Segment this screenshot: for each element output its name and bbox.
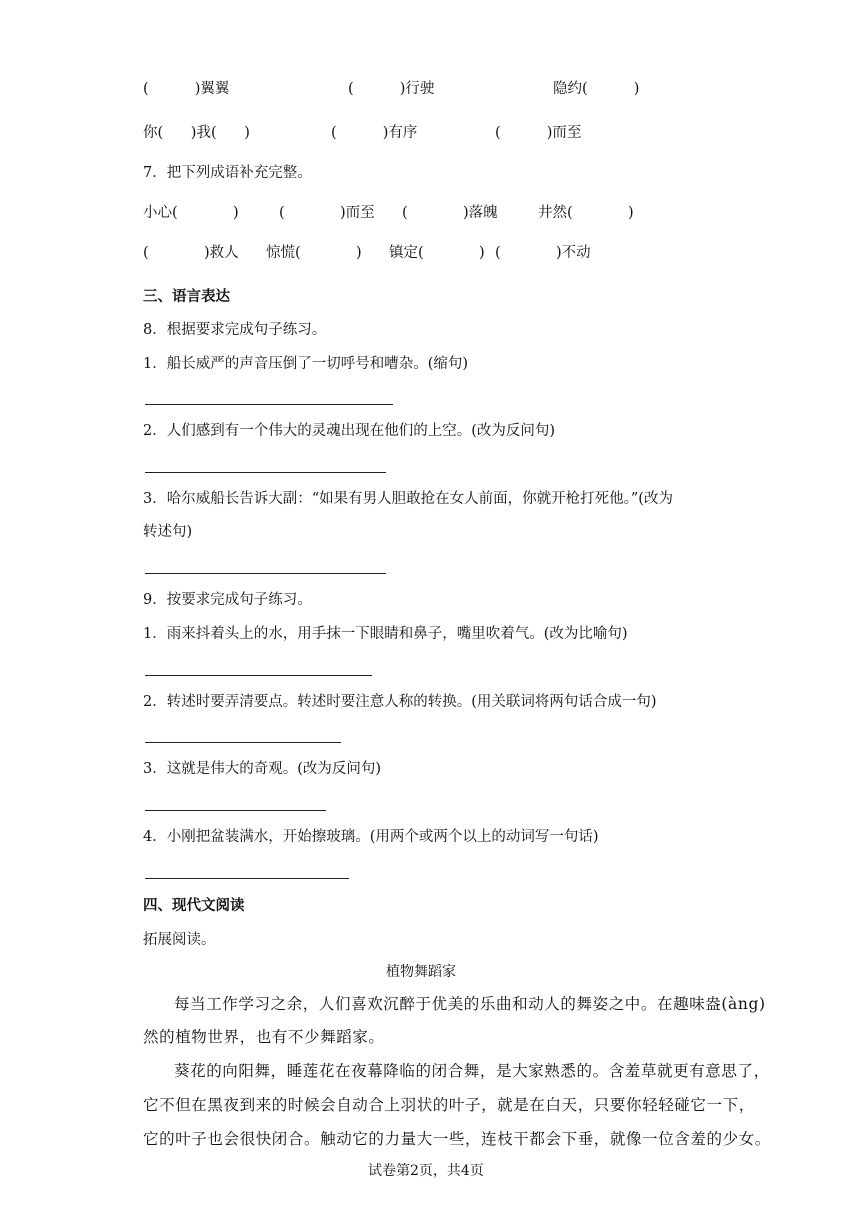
idiom-blank-8: ( )不动 xyxy=(495,245,591,261)
q8-item-3-cont: 转述句) xyxy=(143,524,193,540)
question-8: 8．根据要求完成句子练习。 xyxy=(143,322,327,338)
answer-line xyxy=(145,878,349,879)
question-9: 9．按要求完成句子练习。 xyxy=(143,592,312,608)
q9-item-2: 2．转述时要弄清要点。转述时要注意人称的转换。(用关联词将两句话合成一句) xyxy=(143,694,657,710)
passage-line-1: 每当工作学习之余，人们喜欢沉醉于优美的乐曲和动人的舞姿之中。在趣味盎(àng) xyxy=(174,995,766,1013)
reading-intro: 拓展阅读。 xyxy=(143,932,216,948)
answer-line xyxy=(145,472,386,473)
idiom-blank-2: ( )而至 xyxy=(279,205,375,221)
passage-title: 植物舞蹈家 xyxy=(386,964,456,980)
idiom-blank-3: ( )落魄 xyxy=(402,205,498,221)
q8-item-3: 3．哈尔威船长告诉大副：“如果有男人胆敢抢在女人前面，你就开枪打死他。”(改为 xyxy=(143,491,673,507)
passage-line-2: 然的植物世界，也有不少舞蹈家。 xyxy=(143,1028,385,1046)
answer-line xyxy=(145,742,341,743)
passage-line-3: 葵花的向阳舞，睡莲花在夜幕降临的闭合舞，是大家熟悉的。含羞草就更有意思了， xyxy=(174,1062,770,1080)
idiom-blank-1: 小心( ) xyxy=(143,205,239,221)
idiom-blank-6: 惊慌( ) xyxy=(266,245,362,261)
section-heading-3: 三、语言表达 xyxy=(143,288,230,305)
page-footer: 试卷第2页，共4页 xyxy=(368,1163,484,1179)
answer-line xyxy=(145,404,393,405)
fill-blank-erzhi: ( )而至 xyxy=(495,125,582,141)
answer-line xyxy=(145,810,326,811)
fill-blank-xingshi: ( )行驶 xyxy=(348,81,435,97)
idiom-blank-7: 镇定( ) xyxy=(389,245,485,261)
q8-item-1: 1．船长威严的声音压倒了一切呼号和嘈杂。(缩句) xyxy=(143,356,469,372)
answer-line xyxy=(145,573,386,574)
answer-line xyxy=(145,675,372,676)
passage-line-4: 它不但在黑夜到来的时候会自动合上羽状的叶子，就是在白天，只要你轻轻碰它一下， xyxy=(143,1096,755,1114)
q9-item-3: 3．这就是伟大的奇观。(改为反问句) xyxy=(143,761,382,777)
section-heading-4: 四、现代文阅读 xyxy=(143,897,245,914)
fill-blank-niwo: 你( )我( ) xyxy=(143,125,250,141)
fill-blank-youxu: ( )有序 xyxy=(331,125,418,141)
q9-item-4: 4．小刚把盆装满水，开始擦玻璃。(用两个或两个以上的动词写一句话) xyxy=(143,829,599,845)
idiom-blank-4: 井然( ) xyxy=(538,205,634,221)
idiom-blank-5: ( )救人 xyxy=(143,245,239,261)
passage-line-5: 它的叶子也会很快闭合。触动它的力量大一些，连枝干都会下垂，就像一位含羞的少女。 xyxy=(143,1130,771,1148)
q9-item-1: 1．雨来抖着头上的水，用手抹一下眼睛和鼻子，嘴里吹着气。(改为比喻句) xyxy=(143,626,628,642)
fill-blank-yiyi: ( )翼翼 xyxy=(143,81,230,97)
question-7: 7．把下列成语补充完整。 xyxy=(143,165,312,181)
q8-item-2: 2．人们感到有一个伟大的灵魂出现在他们的上空。(改为反问句) xyxy=(143,423,556,439)
fill-blank-yinyue: 隐约( ) xyxy=(553,81,640,97)
